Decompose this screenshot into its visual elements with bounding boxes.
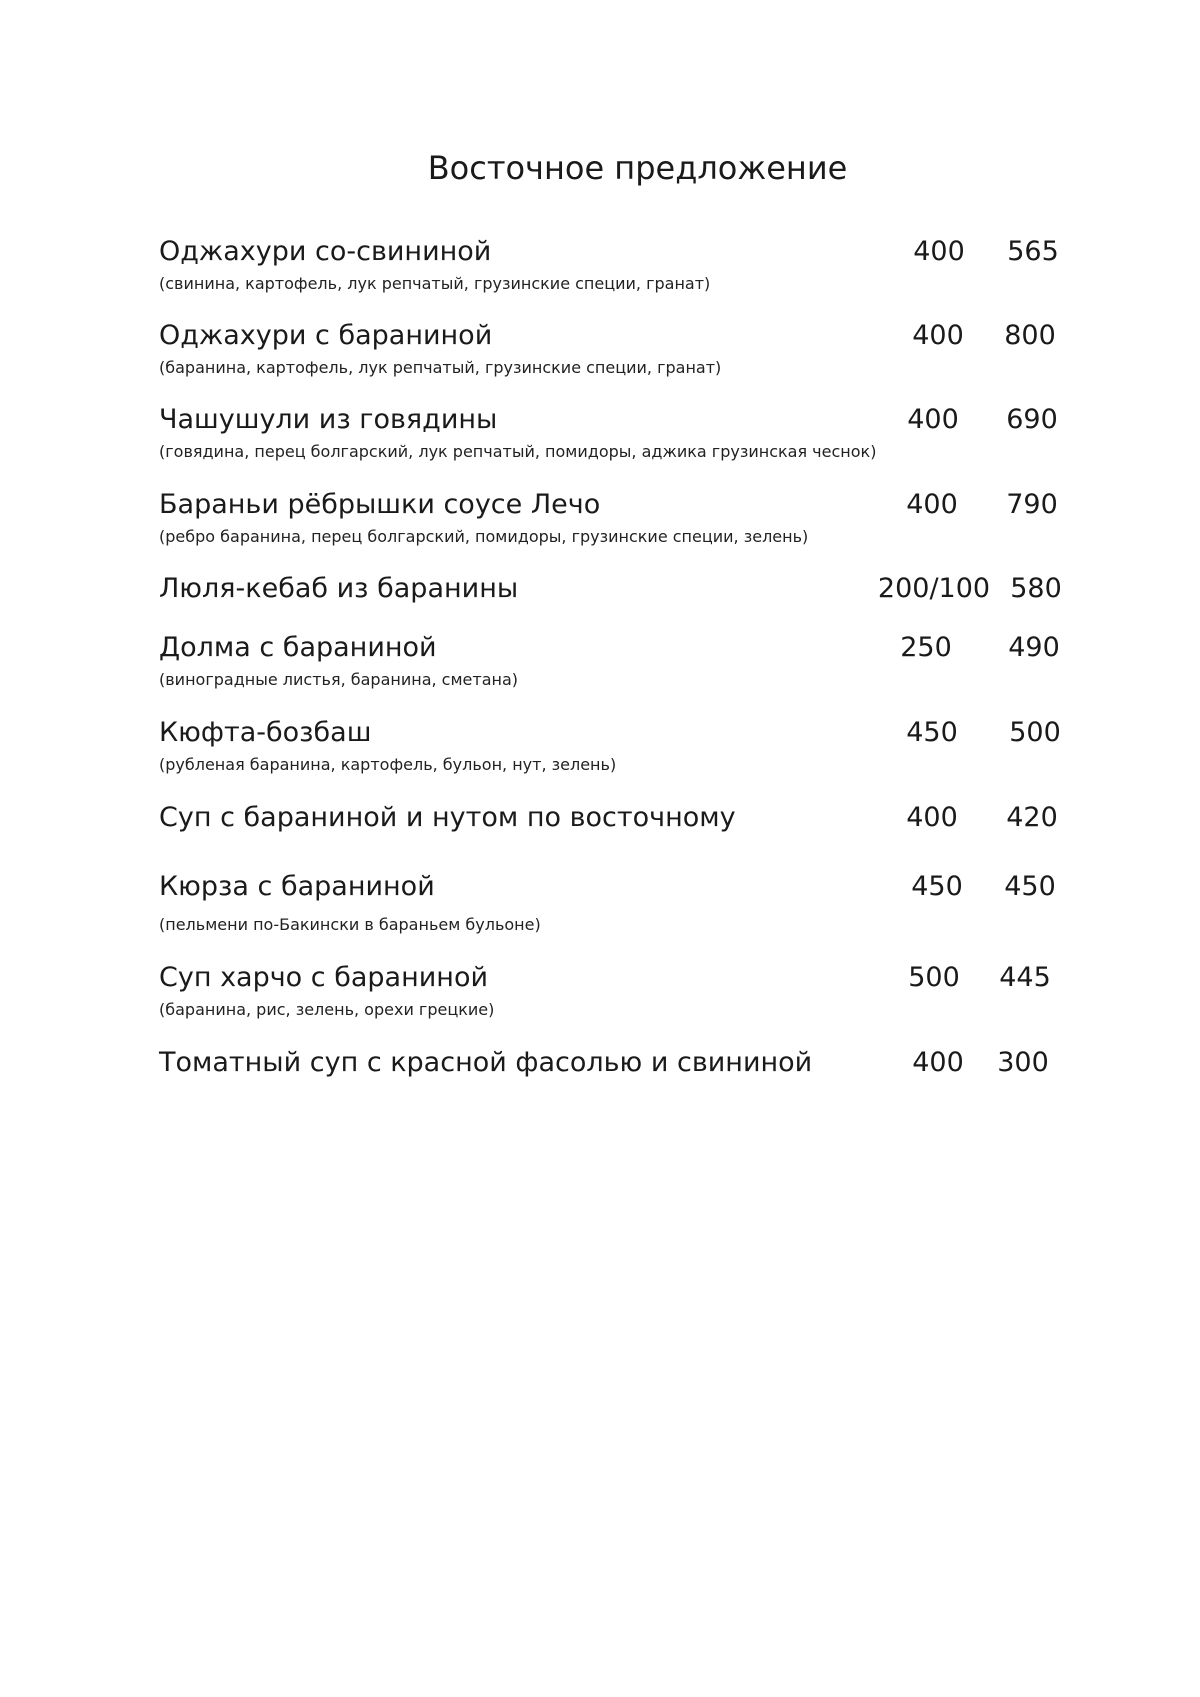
item-description: (свинина, картофель, лук репчатый, грузинские специи, гранат) bbox=[159, 274, 711, 293]
item-name: Бараньи рёбрышки соусе Лечо bbox=[159, 489, 601, 520]
item-weight: 500 bbox=[908, 962, 960, 993]
item-weight: 400 bbox=[913, 236, 965, 267]
item-price: 580 bbox=[1010, 573, 1062, 604]
item-description: (баранина, картофель, лук репчатый, грузинские специи, гранат) bbox=[159, 358, 722, 377]
item-weight: 400 bbox=[906, 802, 958, 833]
item-name: Оджахури с бараниной bbox=[159, 320, 493, 351]
item-name: Суп с бараниной и нутом по восточному bbox=[159, 802, 736, 833]
item-weight: 400 bbox=[912, 320, 964, 351]
item-description: (баранина, рис, зелень, орехи грецкие) bbox=[159, 1000, 495, 1019]
item-description: (пельмени по-Бакински в бараньем бульоне) bbox=[159, 915, 541, 934]
item-description: (рубленая баранина, картофель, бульон, нут, зелень) bbox=[159, 755, 617, 774]
item-price: 300 bbox=[997, 1047, 1049, 1078]
item-name: Суп харчо с бараниной bbox=[159, 962, 489, 993]
item-price: 500 bbox=[1009, 717, 1061, 748]
item-weight: 250 bbox=[900, 632, 952, 663]
item-weight: 400 bbox=[907, 404, 959, 435]
item-name: Люля-кебаб из баранины bbox=[159, 573, 519, 604]
item-name: Томатный суп с красной фасолью и свининой bbox=[159, 1047, 813, 1078]
item-weight: 200/100 bbox=[877, 573, 991, 604]
item-description: (говядина, перец болгарский, лук репчатый, помидоры, аджика грузинская чеснок) bbox=[159, 442, 877, 461]
item-name: Чашушули из говядины bbox=[159, 404, 498, 435]
item-price: 790 bbox=[1006, 489, 1058, 520]
item-price: 800 bbox=[1004, 320, 1056, 351]
item-name: Кюрза с бараниной bbox=[159, 871, 435, 902]
item-price: 565 bbox=[1007, 236, 1059, 267]
item-price: 490 bbox=[1008, 632, 1060, 663]
item-weight: 400 bbox=[906, 489, 958, 520]
item-price: 420 bbox=[1006, 802, 1058, 833]
page-title: Восточное предложение bbox=[427, 149, 848, 187]
item-name: Кюфта-бозбаш bbox=[159, 717, 372, 748]
item-price: 690 bbox=[1006, 404, 1058, 435]
item-price: 445 bbox=[999, 962, 1051, 993]
item-name: Долма с бараниной bbox=[159, 632, 437, 663]
item-weight: 400 bbox=[912, 1047, 964, 1078]
item-description: (ребро баранина, перец болгарский, помидоры, грузинские специи, зелень) bbox=[159, 527, 809, 546]
item-weight: 450 bbox=[911, 871, 963, 902]
item-name: Оджахури со-свининой bbox=[159, 236, 492, 267]
item-price: 450 bbox=[1004, 871, 1056, 902]
item-weight: 450 bbox=[906, 717, 958, 748]
item-description: (виноградные листья, баранина, сметана) bbox=[159, 670, 519, 689]
